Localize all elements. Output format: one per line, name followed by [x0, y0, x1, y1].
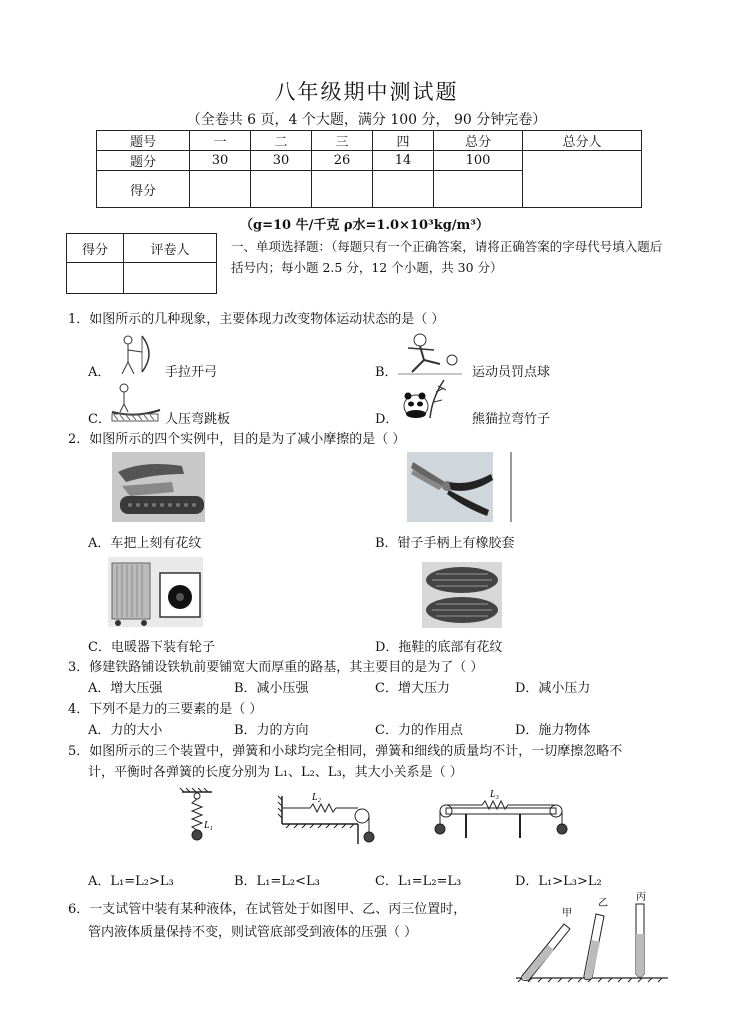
question-3-stem: 3．修建铁路铺设铁轨前要铺宽大而厚重的路基，其主要目的是为了（ ） [68, 660, 484, 675]
q4-option-b[interactable]: B．力的方向 [234, 723, 309, 738]
score-header-cell: 四 [373, 131, 434, 151]
q1-option-b-text: 运动员罚点球 [472, 365, 551, 380]
wall-spring-pulley-device [278, 792, 374, 844]
table-two-pulley-device [435, 789, 567, 838]
q3-option-a[interactable]: A．增大压强 [88, 681, 163, 696]
q4-option-a[interactable]: A．力的大小 [88, 723, 163, 738]
q1-option-c-letter[interactable]: C． [88, 412, 111, 427]
archer-image [112, 332, 156, 376]
constants-line: （g=10 牛/千克 ρ水=1.0×10³kg/m³） [240, 218, 489, 233]
q3-option-d[interactable]: D．减小压力 [515, 681, 591, 696]
score-row-label: 得分 [97, 171, 190, 208]
grader-name-cell[interactable] [124, 263, 217, 294]
label-bing: 丙 [636, 892, 646, 903]
q5-option-d[interactable]: D．L₁>L₃>L₂ [515, 874, 602, 889]
q3-option-c[interactable]: C．增大压力 [375, 681, 450, 696]
hanging-spring-device [180, 788, 213, 840]
points-cell: 30 [190, 151, 251, 171]
label-jia: 甲 [562, 908, 572, 919]
q2-option-b[interactable]: B．钳子手柄上有橡胶套 [375, 536, 515, 551]
score-table [96, 130, 642, 208]
pliers-image [407, 452, 515, 522]
q2-option-a[interactable]: A．车把上刻有花纹 [88, 536, 202, 551]
test-tubes-figure [512, 890, 672, 985]
q4-option-d[interactable]: D．施力物体 [515, 723, 591, 738]
points-cell: 26 [312, 151, 373, 171]
score-header-cell: 一 [190, 131, 251, 151]
exam-title: 八年级期中测试题 [274, 80, 459, 104]
question-2-stem: 2．如图所示的四个实例中，目的是为了减小摩擦的是（ ） [68, 432, 406, 447]
soccer-player-image [398, 330, 462, 376]
points-row-label: 题分 [97, 151, 190, 171]
score-header-cell: 总分 [434, 131, 523, 151]
score-input-cell[interactable] [251, 171, 312, 208]
slipper-sole-image [422, 562, 502, 628]
diving-board-image [110, 382, 162, 422]
q5-option-c[interactable]: C．L₁=L₂=L₃ [375, 874, 462, 889]
label-L3: L₃ [490, 789, 500, 800]
points-cell: 30 [251, 151, 312, 171]
panda-bamboo-image [400, 378, 446, 422]
label-L2: L₂ [312, 792, 322, 803]
question-5-stem-line2: 计，平衡时各弹簧的长度分别为 L₁、L₂、L₃，其大小关系是（ ） [88, 765, 463, 780]
grader-score-cell[interactable] [67, 263, 124, 294]
q4-option-c[interactable]: C．力的作用点 [375, 723, 463, 738]
q5-option-b[interactable]: B．L₁=L₂<L₃ [234, 874, 320, 889]
heater-image [108, 557, 203, 627]
q1-option-d-letter[interactable]: D． [375, 412, 399, 427]
tube-bing [636, 891, 646, 977]
label-yi: 乙 [598, 898, 608, 909]
question-4-stem: 4．下列不是力的三要素的是（ ） [68, 702, 263, 717]
grader-total-cell[interactable] [523, 151, 642, 208]
score-input-cell[interactable] [373, 171, 434, 208]
q1-option-a-letter[interactable]: A． [88, 365, 111, 380]
bike-handle-image [112, 452, 205, 522]
tube-yi [584, 897, 608, 980]
grader-name-label: 评卷人 [124, 234, 217, 263]
points-cell: 14 [373, 151, 434, 171]
q2-option-d[interactable]: D．拖鞋的底部有花纹 [375, 640, 503, 655]
q1-option-a-text: 手拉开弓 [165, 365, 218, 380]
question-5-stem-line1: 5．如图所示的三个装置中，弹簧和小球均完全相同，弹簧和细线的质量均不计，一切摩擦忽略不 [68, 744, 623, 759]
score-input-cell[interactable] [190, 171, 251, 208]
q2-option-c[interactable]: C．电暖器下装有轮子 [88, 640, 215, 655]
score-header-cell: 二 [251, 131, 312, 151]
exam-subtitle: （全卷共 6 页，4 个大题，满分 100 分， 90 分钟完卷） [186, 112, 547, 128]
question-6-stem-line2: 管内液体质量保持不变，则试管底部受到液体的压强（ ） [88, 925, 418, 940]
grader-score-label: 得分 [67, 234, 124, 263]
score-input-cell[interactable] [312, 171, 373, 208]
label-L1: L₁ [204, 820, 214, 831]
q1-option-c-text: 人压弯跳板 [165, 412, 231, 427]
q3-option-b[interactable]: B．减小压强 [234, 681, 309, 696]
score-header-cell: 题号 [97, 131, 190, 151]
grader-table [66, 233, 217, 294]
section-heading: 一、单项选择题：（每题只有一个正确答案，请将正确答案的字母代号填入题后括号内；每小题 2.5 分，12 个小题，共 30 分） [231, 239, 663, 275]
question-1-stem: 1．如图所示的几种现象，主要体现力改变物体运动状态的是（ ） [68, 312, 445, 327]
q5-option-a[interactable]: A．L₁=L₂>L₃ [88, 874, 174, 889]
q1-option-d-text: 熊猫拉弯竹子 [472, 412, 551, 427]
score-input-cell[interactable] [434, 171, 523, 208]
spring-apparatus-figure [170, 786, 570, 848]
points-cell: 100 [434, 151, 523, 171]
score-header-cell: 总分人 [523, 131, 642, 151]
score-header-cell: 三 [312, 131, 373, 151]
q1-option-b-letter[interactable]: B． [375, 365, 398, 380]
tube-jia [522, 907, 572, 981]
question-6-stem-line1: 6．一支试管中装有某种液体，在试管处于如图甲、乙、丙三位置时， [68, 902, 467, 917]
